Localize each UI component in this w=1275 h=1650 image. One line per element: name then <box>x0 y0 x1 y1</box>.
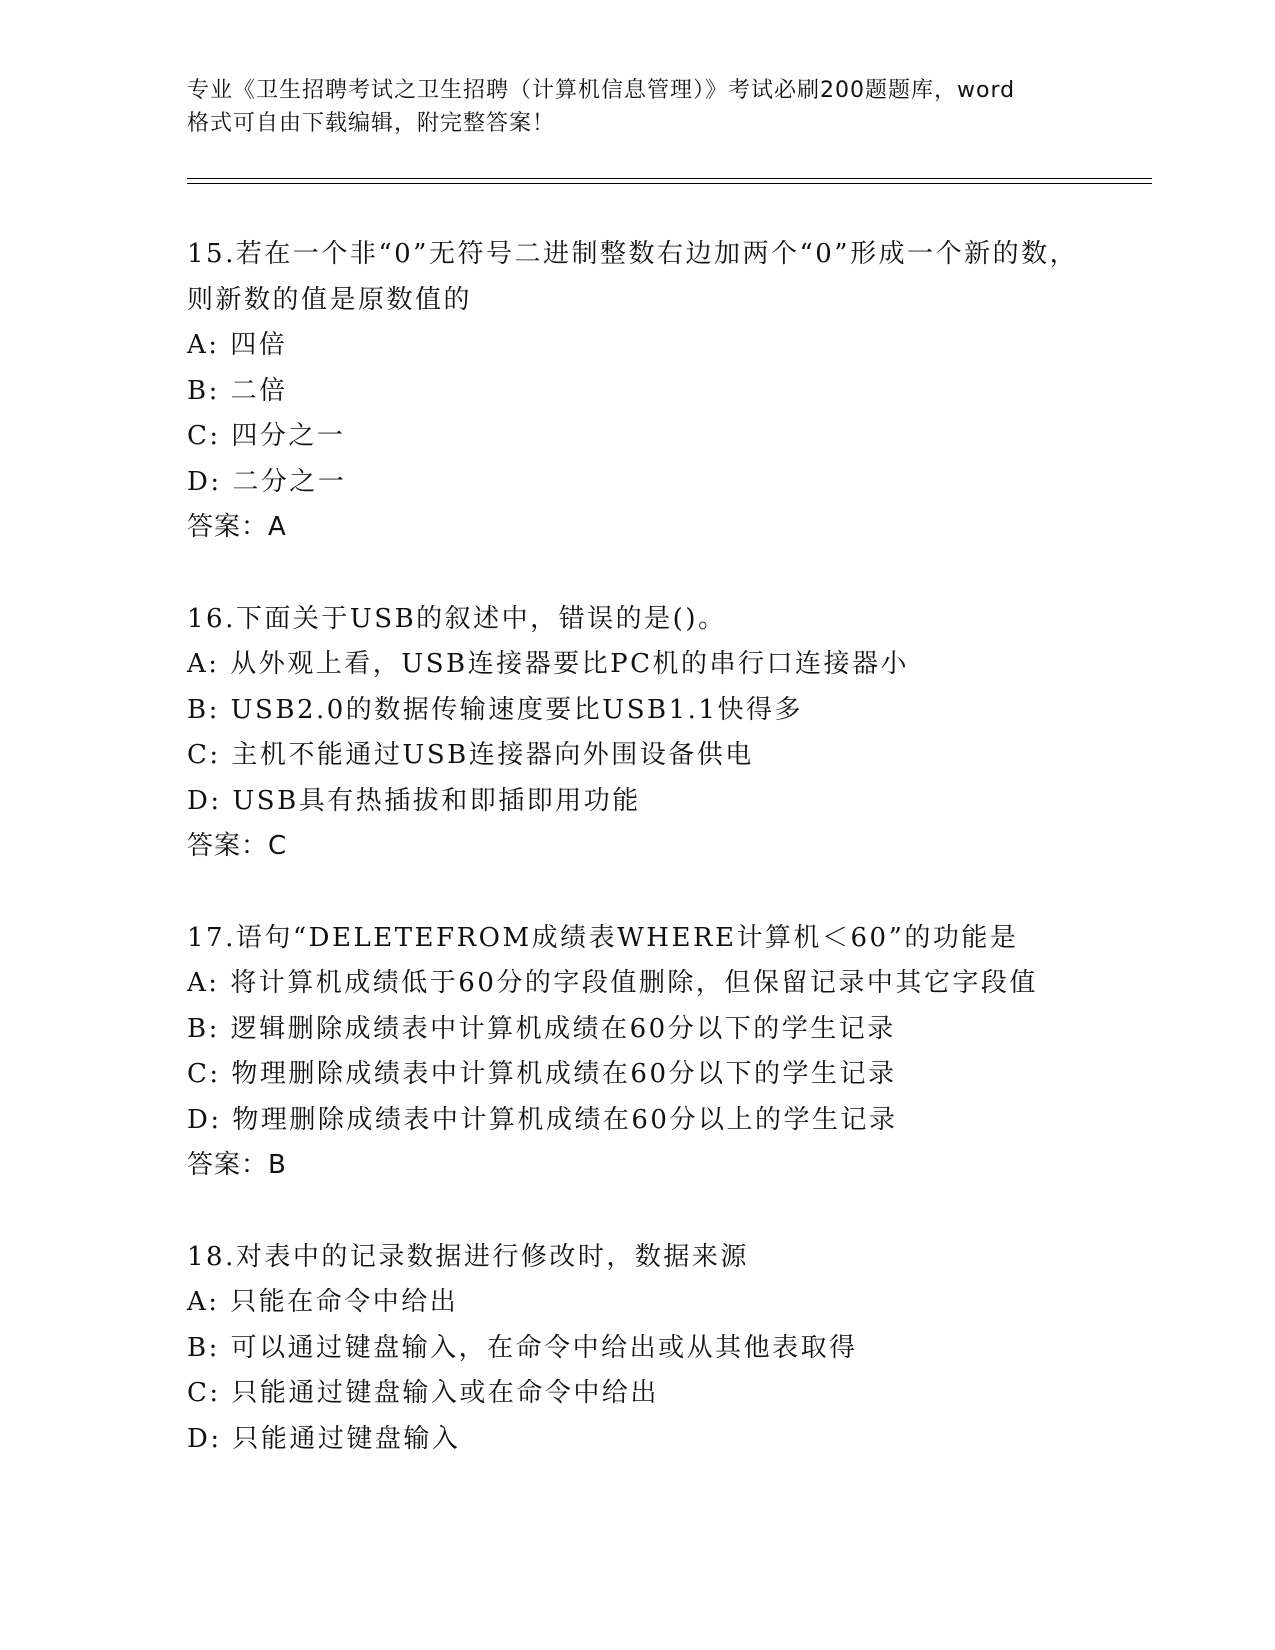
header-line-1: 专业《卫生招聘考试之卫生招聘（计算机信息管理）》考试必刷200题题库，word <box>187 78 1016 103</box>
option-d: D: 二分之一 <box>187 466 347 497</box>
question-stem: 18.对表中的记录数据进行修改时，数据来源 <box>187 1241 749 1272</box>
option-a: A: 只能在命令中给出 <box>187 1287 459 1317</box>
option-d: D: 物理删除成绩表中计算机成绩在60分以上的学生记录 <box>187 1104 898 1135</box>
option-a: A: 四倍 <box>187 330 288 360</box>
question-16 <box>187 597 1087 870</box>
header-divider-top <box>187 178 1152 179</box>
option-d: D: 只能通过键盘输入 <box>187 1423 461 1454</box>
option-a: A: 从外观上看，USB连接器要比PC机的串行口连接器小 <box>187 649 910 679</box>
option-b: B: 二倍 <box>187 375 288 406</box>
question-stem: 15.若在一个非“0”无符号二进制整数右边加两个“0”形成一个新的数，则新数的值是原数值的 <box>187 239 1079 315</box>
option-a: A: 将计算机成绩低于60分的字段值删除，但保留记录中其它字段值 <box>187 968 1038 998</box>
document-header <box>187 74 1087 140</box>
option-b: B: 可以通过键盘输入，在命令中给出或从其他表取得 <box>187 1332 858 1363</box>
answer-text: 答案：C <box>187 831 288 861</box>
question-list <box>187 232 1087 1508</box>
header-line-2: 格式可自由下载编辑，附完整答案！ <box>187 111 556 136</box>
option-c: C: 主机不能通过USB连接器向外围设备供电 <box>187 740 754 770</box>
option-b: B: 逻辑删除成绩表中计算机成绩在60分以下的学生记录 <box>187 1013 896 1044</box>
option-b: B: USB2.0的数据传输速度要比USB1.1快得多 <box>187 694 803 725</box>
option-d: D: USB具有热插拔和即插即用功能 <box>187 785 641 816</box>
answer-text: 答案：B <box>187 1150 287 1180</box>
answer-text: 答案：A <box>187 512 287 542</box>
question-stem: 17.语句“DELETEFROM成绩表WHERE计算机＜60”的功能是 <box>187 922 1019 953</box>
option-c: C: 只能通过键盘输入或在命令中给出 <box>187 1378 659 1408</box>
header-divider-bottom <box>187 183 1152 184</box>
option-c: C: 四分之一 <box>187 421 346 451</box>
question-15 <box>187 232 1087 551</box>
question-stem: 16.下面关于USB的叙述中，错误的是()。 <box>187 603 727 634</box>
question-17 <box>187 916 1087 1189</box>
question-18 <box>187 1235 1087 1463</box>
option-c: C: 物理删除成绩表中计算机成绩在60分以下的学生记录 <box>187 1059 897 1089</box>
